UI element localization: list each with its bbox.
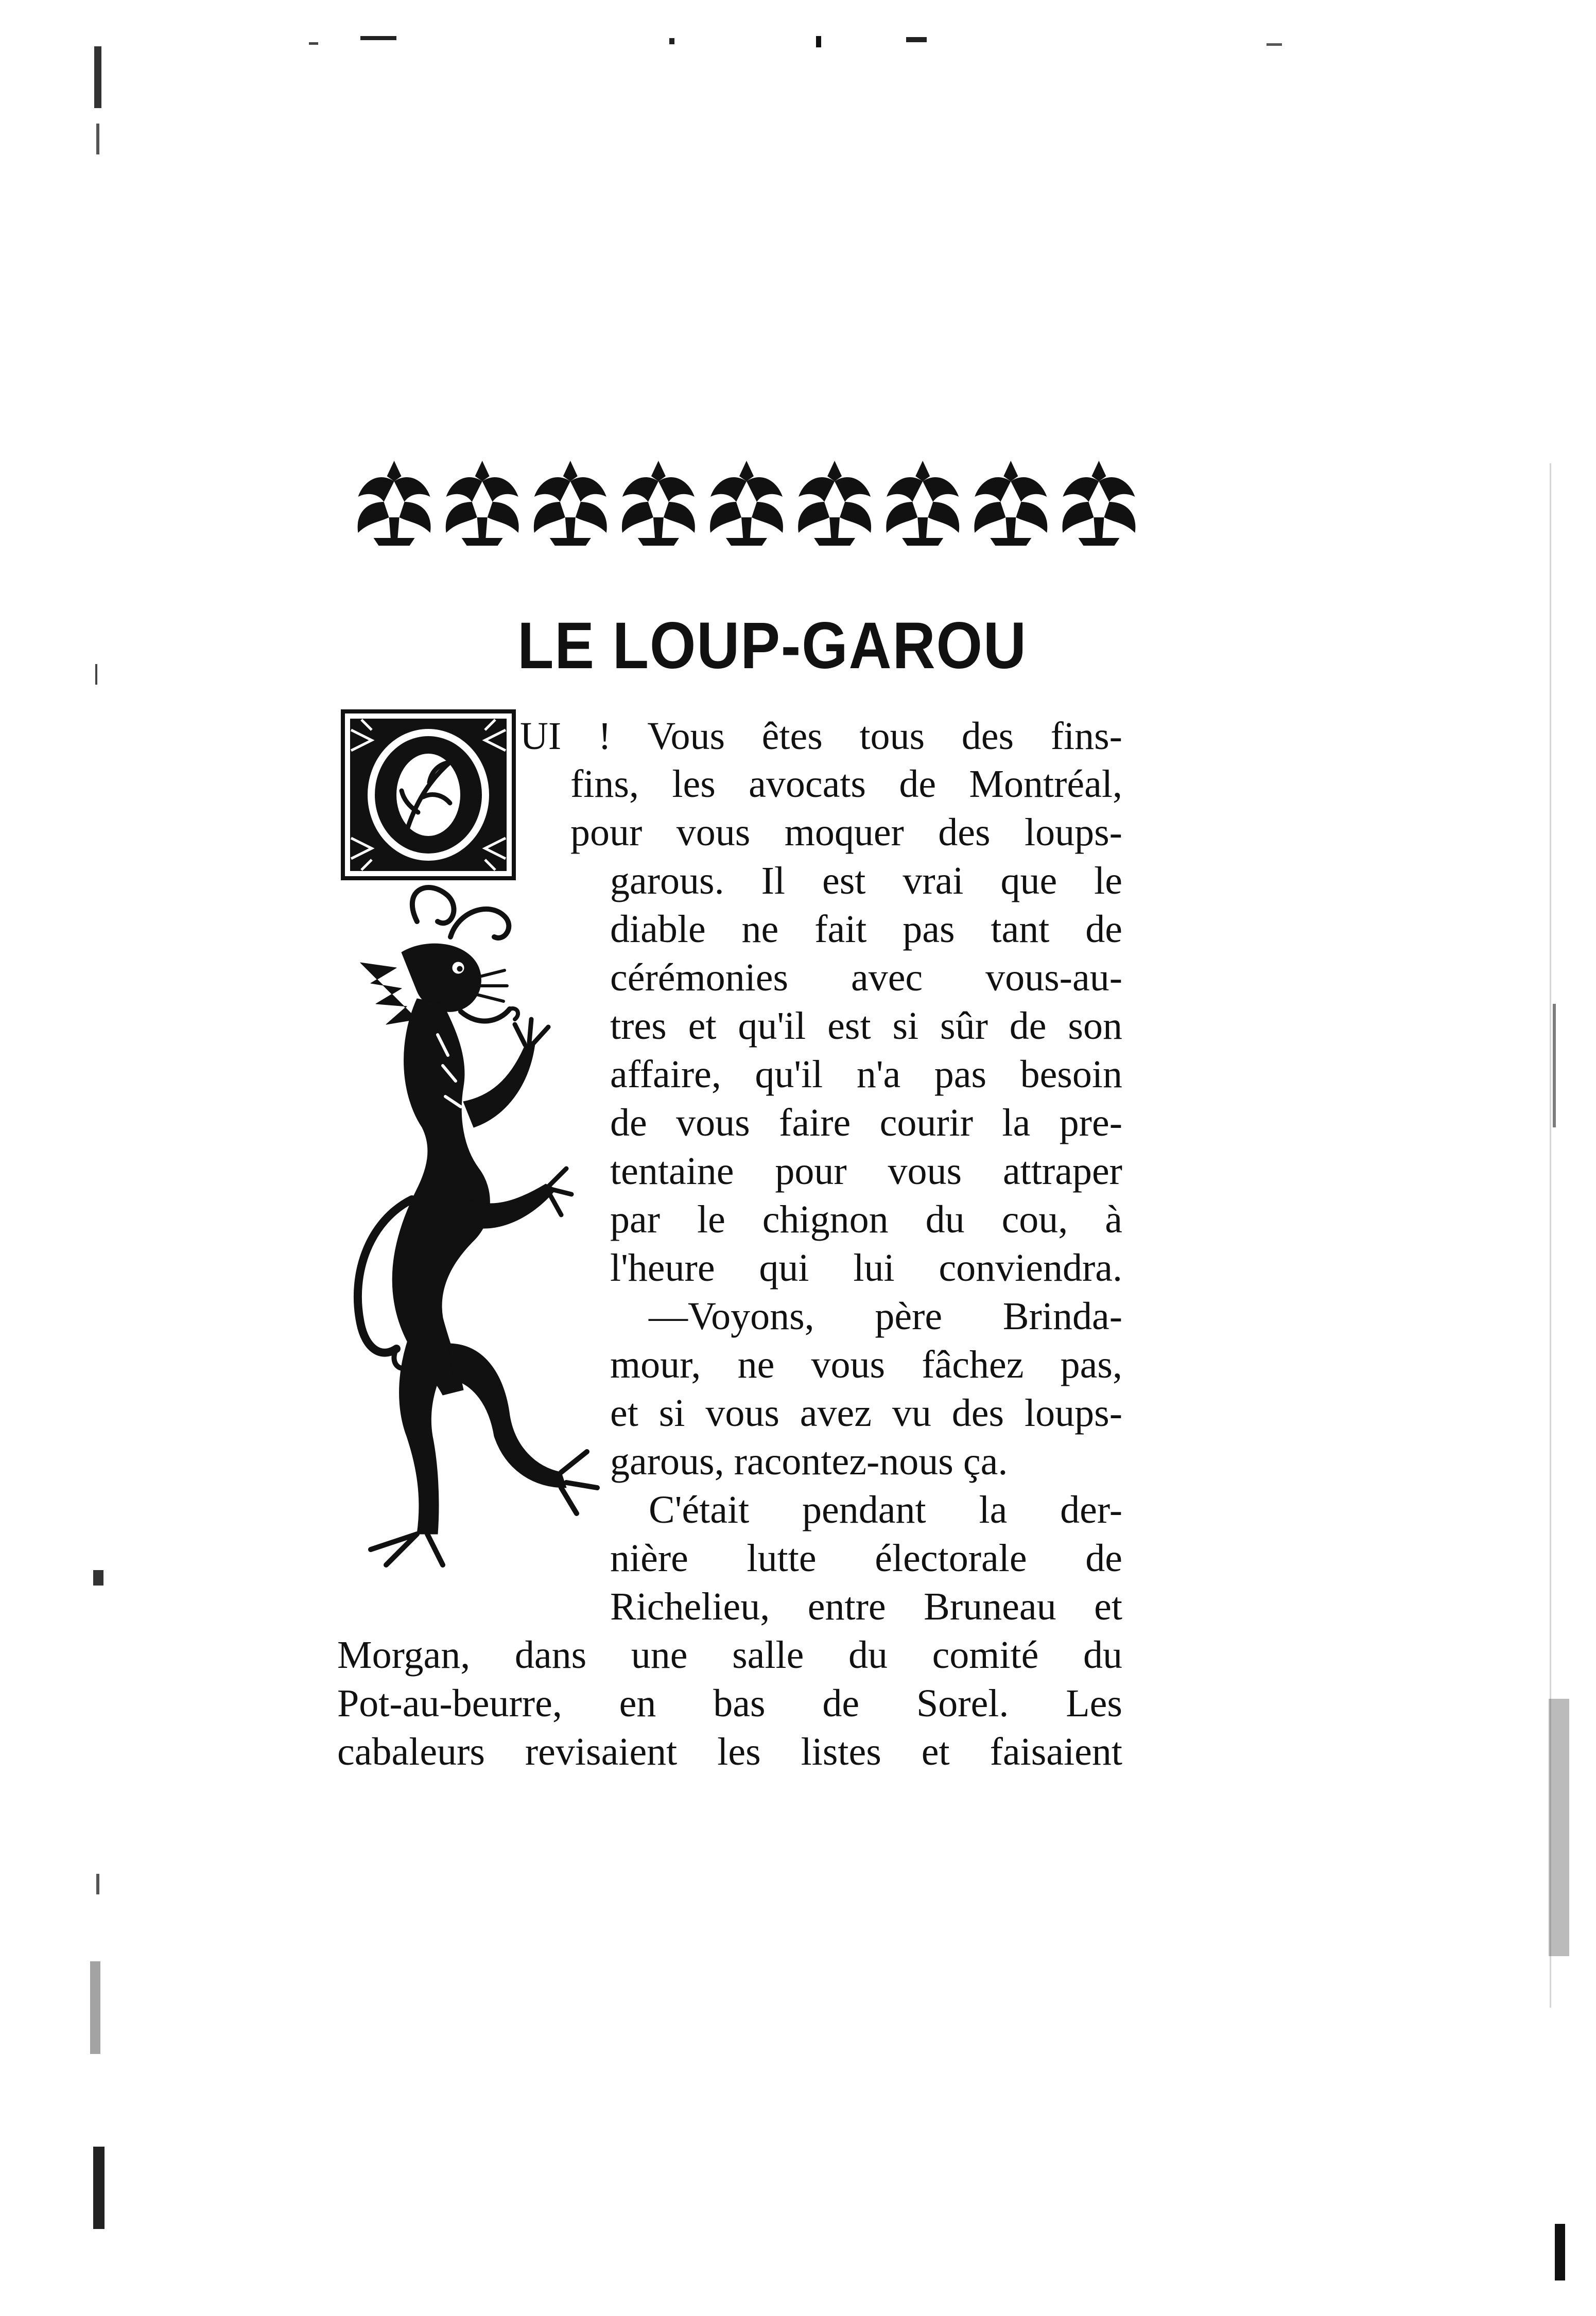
dragon-illustration [340, 880, 608, 1663]
fleuron-icon [622, 461, 695, 546]
text-line: pour vous moquer des loups- [570, 811, 1122, 854]
text-line: —Voyons, père Brinda- [649, 1295, 1122, 1338]
text-line: de vous faire courir la pre- [610, 1101, 1122, 1144]
fleuron-icon [534, 461, 607, 546]
decorated-dropcap-o [341, 709, 516, 880]
text-line: l'heure qui lui conviendra. [610, 1246, 1122, 1290]
chapter-title: LE LOUP-GAROU [517, 609, 1027, 683]
text-line: tentaine pour vous attraper [610, 1150, 1122, 1193]
fleuron-icon [446, 461, 519, 546]
text-line: Morgan, dans une salle du comité du [337, 1633, 1122, 1677]
scan-noise-right-edge [1534, 463, 1570, 2291]
text-line: par le chignon du cou, à [610, 1198, 1122, 1241]
text-line: diable ne fait pas tant de [610, 908, 1122, 951]
text-line: cabaleurs revisaient les listes et faisaient [337, 1730, 1122, 1773]
text-line: mour, ne vous fâchez pas, [610, 1343, 1122, 1386]
text-line: affaire, qu'il n'a pas besoin [610, 1053, 1122, 1096]
text-line: garous. Il est vrai que le [610, 859, 1122, 902]
text-line: UI ! Vous êtes tous des fins- [520, 715, 1122, 758]
text-line: et si vous avez vu des loups- [610, 1391, 1122, 1435]
fleuron-icon [710, 461, 783, 546]
fleuron-icon [798, 461, 871, 546]
fleuron-icon [358, 461, 431, 546]
fleuron-ornament-band [350, 456, 1143, 548]
fleuron-icon [1063, 461, 1136, 546]
text-line: C'était pendant la der- [649, 1488, 1122, 1531]
text-line: fins, les avocats de Montréal, [570, 762, 1122, 806]
text-line: Richelieu, entre Bruneau et [610, 1585, 1122, 1628]
fleuron-icon [886, 461, 959, 546]
scan-noise-top [0, 31, 1596, 62]
text-line: garous, racontez-nous ça. [610, 1440, 1008, 1483]
fleuron-icon [974, 461, 1047, 546]
text-line: Pot-au-beurre, en bas de Sorel. Les [337, 1682, 1122, 1725]
scan-noise-left-edge [85, 46, 106, 2260]
text-line: nière lutte électorale de [610, 1537, 1122, 1580]
text-line: tres et qu'il est si sûr de son [610, 1004, 1122, 1048]
text-line: cérémonies avec vous-au- [610, 956, 1122, 999]
